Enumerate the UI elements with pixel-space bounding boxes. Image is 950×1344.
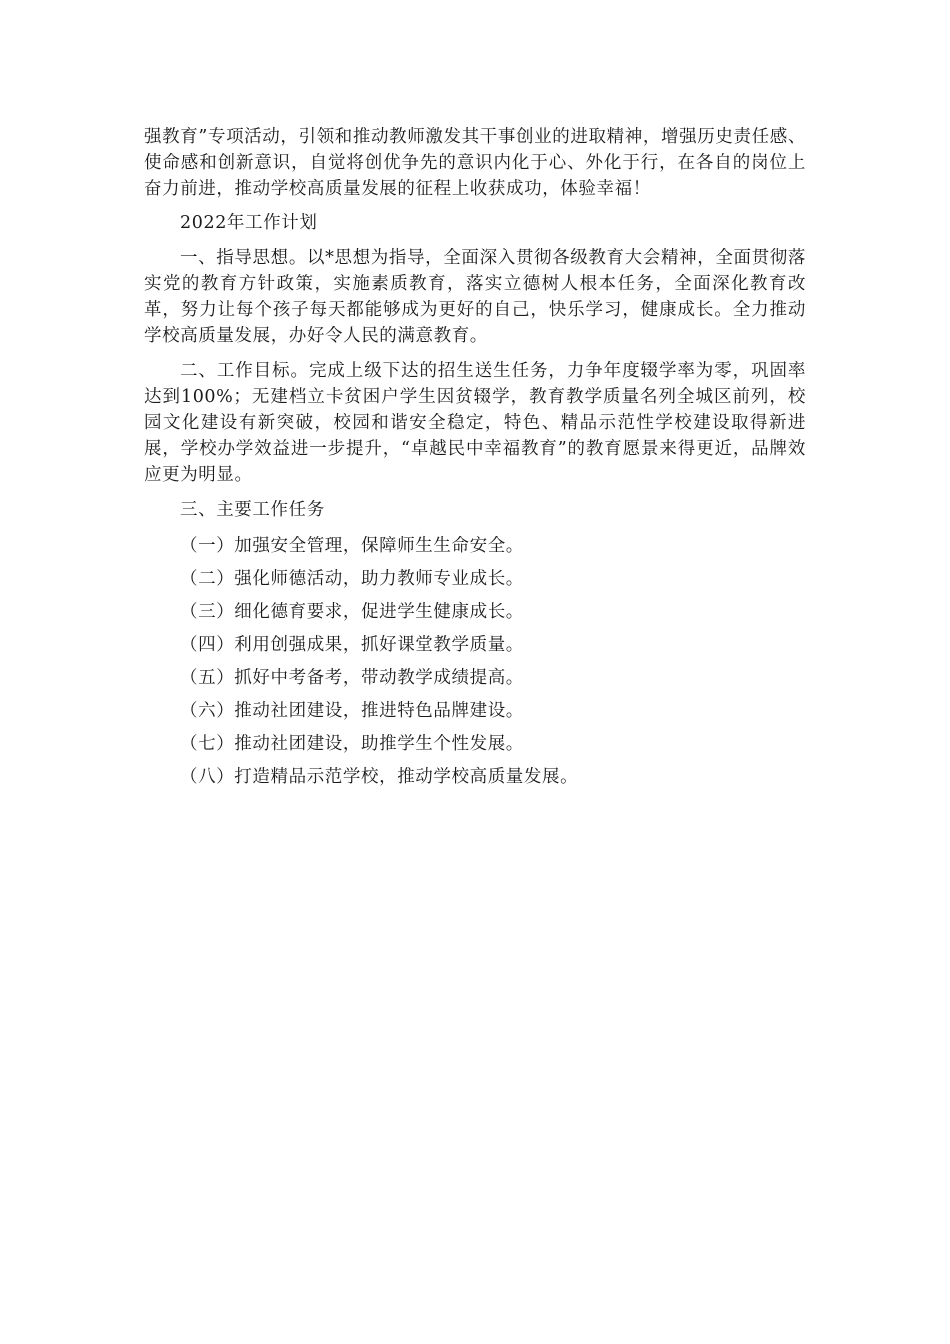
task-item: （四）利用创强成果，抓好课堂教学质量。 <box>180 635 524 655</box>
task-item: （五）抓好中考备考，带动教学成绩提高。 <box>180 668 524 688</box>
task-item: （三）细化德育要求，促进学生健康成长。 <box>180 602 524 622</box>
section-guiding-ideology: 一、指导思想。以*思想为指导，全面深入贯彻各级教育大会精神，全面贯彻落实党的教育方针政策，实施素质教育，落实立德树人根本任务，全面深化教育改革，努力让每个孩子每天都能够成为更好的自己，快乐学习，健康成长。全力推动学校高质量发展，办好令人民的满意教育。 <box>144 248 806 346</box>
section-work-goals: 二、工作目标。完成上级下达的招生送生任务，力争年度辍学率为零，巩固率达到100%；无建档立卡贫困户学生因贫辍学，教育教学质量名列全城区前列，校园文化建设有新突破，校园和谐安全稳定，特色、精品示范性学校建设取得新进展，学校办学效益进一步提升，“卓越民中幸福教育”的教育愿景来得更近，品牌效应更为明显。 <box>144 361 806 485</box>
task-list <box>144 533 806 790</box>
task-item: （七）推动社团建设，助推学生个性发展。 <box>180 734 524 754</box>
document-page <box>144 124 806 790</box>
task-item: （八）打造精品示范学校，推动学校高质量发展。 <box>180 767 579 787</box>
plan-title: 2022年工作计划 <box>180 213 318 233</box>
section-main-tasks-title: 三、主要工作任务 <box>180 500 325 520</box>
task-item: （二）强化师德活动，助力教师专业成长。 <box>180 569 524 589</box>
task-item: （六）推动社团建设，推进特色品牌建设。 <box>180 701 524 721</box>
task-item: （一）加强安全管理，保障师生生命安全。 <box>180 536 524 556</box>
intro-paragraph: 强教育”专项活动，引领和推动教师激发其干事创业的进取精神，增强历史责任感、使命感和创新意识，自觉将创优争先的意识内化于心、外化于行，在各自的岗位上奋力前进，推动学校高质量发展的征程上收获成功，体验幸福！ <box>144 127 806 199</box>
